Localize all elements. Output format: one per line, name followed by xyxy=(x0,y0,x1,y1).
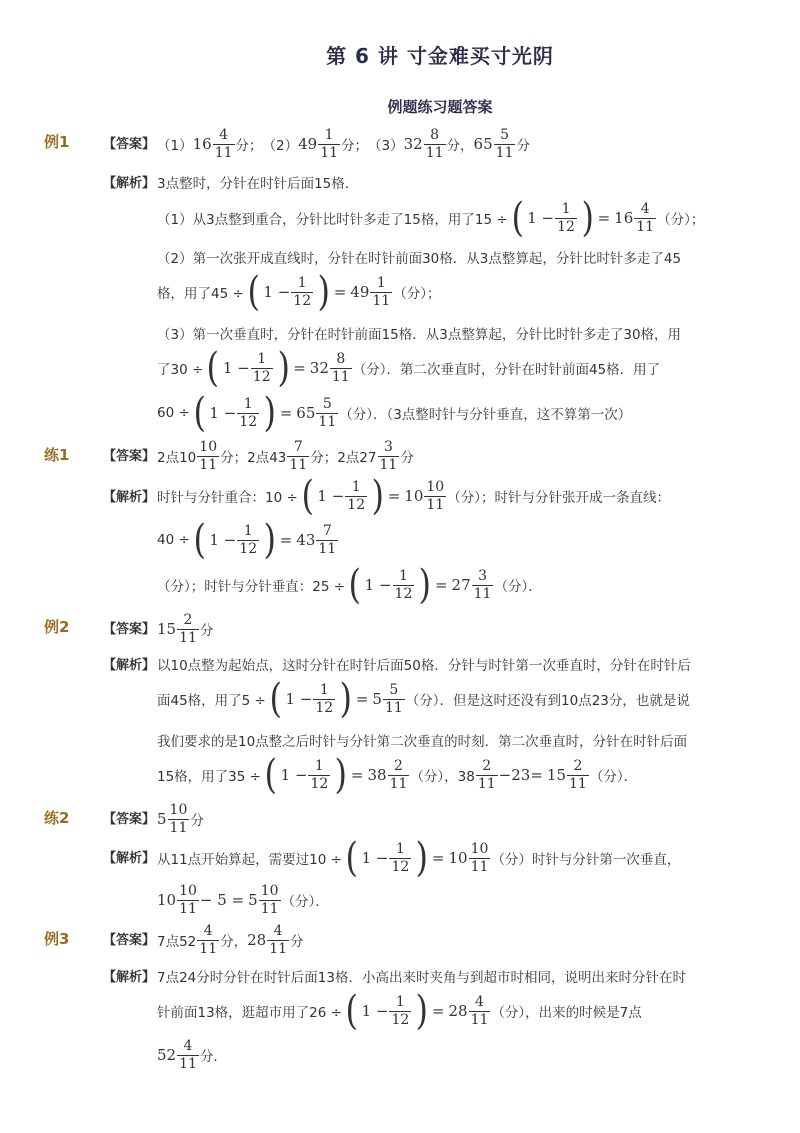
ex1-analysis-step1: （1）从3点整到重合，分针比时针多走了15格，用了15 ÷ ( 1 − $\frac{1}{12}$ ) = 16 $\frac{4}{11}$ （分）； xyxy=(157,195,705,241)
ex2-analysis-line1: 以10点整为起始点，这时分针在时针后面50格．分针与时针第一次垂直时，分针在时针后 xyxy=(157,658,691,674)
fraction: $\frac{2}{11}$ xyxy=(569,758,587,792)
fraction: $\frac{1}{12}$ xyxy=(239,523,258,557)
pr1-analysis-line3: （分）；时针与分针垂直：25 ÷ ( 1 − $\frac{1}{12}$ ) = 27 $\frac{3}{11}$ （分）． xyxy=(157,562,542,608)
fraction: $\frac{4}{11}$ xyxy=(269,923,288,957)
pr2-answer-line: 5 $\frac{10}{11}$ 分 xyxy=(157,802,204,836)
analysis-label: 【解析】 xyxy=(103,490,156,505)
fraction: $\frac{8}{11}$ xyxy=(425,127,444,161)
fraction: $\frac{10}{11}$ xyxy=(426,479,445,513)
fraction: $\frac{10}{11}$ xyxy=(169,802,188,836)
ex1-analysis-step3-line2: 了30 ÷ ( 1 − $\frac{1}{12}$ ) = 32 $\frac{8}{11}$ （分）．第二次垂直时，分针在时针前面45格．用了 xyxy=(157,345,661,391)
tag-example-3: 例3 xyxy=(44,930,70,948)
ex1-analysis-step3-line3: 60 ÷ ( 1 − $\frac{1}{12}$ ) = 65 $\frac{5}{11}$ （分）．（3点整时针与分针垂直，这不算第一次） xyxy=(157,390,632,436)
ex3-answer-line: 7点52 $\frac{4}{11}$ 分， 28 $\frac{4}{11}$ 分 xyxy=(157,923,304,957)
fraction: $\frac{3}{11}$ xyxy=(379,439,398,473)
tag-example-1: 例1 xyxy=(44,133,70,151)
fraction: $\frac{4}{11}$ xyxy=(199,923,218,957)
pr1-answer-line: 2点10 $\frac{10}{11}$ 分； 2点43 $\frac{7}{11}$ 分； 2点27 $\frac{3}{11}$ 分 xyxy=(157,439,414,473)
analysis-label: 【解析】 xyxy=(103,851,156,866)
ex1-answer-line: （1） 16 $\frac{4}{11}$ 分 ； （2） 49 $\frac{1}{11}$ 分 ； （3） 32 $\frac{8}{11}$ 分， 65 $\frac{5}{11}$ 分 xyxy=(157,127,530,161)
ex3-analysis-line1: 7点24分时分针在时针后面13格．小高出来时夹角与到超市时相同，说明出来时分针在时 xyxy=(157,970,686,986)
fraction: $\frac{1}{12}$ xyxy=(310,758,329,792)
fraction: $\frac{1}{12}$ xyxy=(315,682,334,716)
fraction: $\frac{3}{11}$ xyxy=(473,568,492,602)
fraction: $\frac{1}{12}$ xyxy=(252,351,271,385)
answer-label: 【答案】 xyxy=(103,622,156,637)
ex2-analysis-line2: 面45格，用了5 ÷ ( 1 − $\frac{1}{12}$ ) = 5 $\frac{5}{11}$ （分）．但是这时还没有到10点23分，也就是说 xyxy=(157,676,690,722)
pr2-analysis-line1: 从11点开始算起，需要过10 ÷ ( 1 − $\frac{1}{12}$ ) = 10 $\frac{10}{11}$ （分）时针与分针第一次垂直， xyxy=(157,835,681,881)
analysis-label: 【解析】 xyxy=(103,658,156,673)
tag-example-2: 例2 xyxy=(44,618,70,636)
fraction: $\frac{10}{11}$ xyxy=(199,439,218,473)
analysis-label: 【解析】 xyxy=(103,176,156,191)
fraction: $\frac{1}{12}$ xyxy=(557,201,575,235)
analysis-label: 【解析】 xyxy=(103,970,156,985)
fraction: $\frac{1}{11}$ xyxy=(372,275,391,309)
fraction: $\frac{5}{11}$ xyxy=(384,682,403,716)
ex2-analysis-line4: 15格，用了35 ÷ ( 1 − $\frac{1}{12}$ ) = 38 $\frac{2}{11}$ （分），38 $\frac{2}{11}$ −23= 15 $\frac{2}{11}$ （分）． xyxy=(157,752,638,798)
fraction: $\frac{1}{12}$ xyxy=(391,994,410,1028)
fraction: $\frac{2}{11}$ xyxy=(179,612,197,646)
ex3-analysis-line2: 针前面13格，逛超市用了26 ÷ ( 1 − $\frac{1}{12}$ ) = 28 $\frac{4}{11}$ （分），出来的时候是7点 xyxy=(157,988,642,1034)
ex1-analysis-step2-line2: 格，用了45 ÷ ( 1 − $\frac{1}{12}$ ) = 49 $\frac{1}{11}$ （分）； xyxy=(157,269,441,315)
pr1-analysis-line1: 时针与分针重合：10 ÷ ( 1 − $\frac{1}{12}$ ) = 10 $\frac{10}{11}$ （分）；时针与分针张开成一条直线： xyxy=(157,473,670,519)
ex2-analysis-line3: 我们要求的是10点整之后时针与分针第二次垂直的时刻．第二次垂直时，分针在时针后面 xyxy=(157,734,688,750)
fraction: $\frac{7}{11}$ xyxy=(289,439,308,473)
fraction: $\frac{1}{11}$ xyxy=(320,127,339,161)
answer-label: 【答案】 xyxy=(103,137,156,152)
answer-label: 【答案】 xyxy=(103,812,156,827)
fraction: $\frac{10}{11}$ xyxy=(179,883,197,917)
ex2-answer-line: 15 $\frac{2}{11}$ 分 xyxy=(157,612,214,646)
fraction: $\frac{4}{11}$ xyxy=(179,1038,197,1072)
answer-label: 【答案】 xyxy=(103,449,156,464)
fraction: $\frac{1}{12}$ xyxy=(391,841,410,875)
fraction: $\frac{8}{11}$ xyxy=(331,351,350,385)
fraction: $\frac{4}{11}$ xyxy=(214,127,233,161)
fraction: $\frac{1}{12}$ xyxy=(394,568,413,602)
section-subtitle: 例题练习题答案 xyxy=(387,98,493,116)
page-title: 第 6 讲 寸金难买寸光阴 xyxy=(326,44,554,68)
ex3-analysis-line3: 52 $\frac{4}{11}$ 分． xyxy=(157,1038,227,1072)
tag-practice-2: 练2 xyxy=(44,809,70,827)
pr1-analysis-line2: 40 ÷ ( 1 − $\frac{1}{12}$ ) = 43 $\frac{7}{11}$ xyxy=(157,517,337,563)
ex1-analysis-intro: 3点整时，分针在时针后面15格． xyxy=(157,176,359,192)
fraction: $\frac{7}{11}$ xyxy=(318,523,337,557)
fraction: $\frac{4}{11}$ xyxy=(636,201,655,235)
answer-label: 【答案】 xyxy=(103,933,156,948)
fraction: $\frac{2}{11}$ xyxy=(389,758,408,792)
fraction: $\frac{1}{12}$ xyxy=(347,479,366,513)
pr2-analysis-line2: 10 $\frac{10}{11}$ − 5 = 5 $\frac{10}{11}$ （分）． xyxy=(157,883,329,917)
tag-practice-1: 练1 xyxy=(44,446,70,464)
fraction: $\frac{10}{11}$ xyxy=(470,841,489,875)
fraction: $\frac{10}{11}$ xyxy=(260,883,279,917)
fraction: $\frac{5}{11}$ xyxy=(495,127,514,161)
ex1-analysis-step3-line1: （3）第一次垂直时，分针在时针前面15格．从3点整算起，分针比时针多走了30格，用 xyxy=(157,327,682,343)
fraction: $\frac{4}{11}$ xyxy=(470,994,489,1028)
fraction: $\frac{2}{11}$ xyxy=(477,758,496,792)
fraction: $\frac{5}{11}$ xyxy=(318,396,337,430)
fraction: $\frac{1}{12}$ xyxy=(239,396,258,430)
fraction: $\frac{1}{12}$ xyxy=(293,275,312,309)
ex1-analysis-step2-line1: （2）第一次张开成直线时，分针在时针前面30格．从3点整算起，分针比时针多走了45 xyxy=(157,251,682,267)
